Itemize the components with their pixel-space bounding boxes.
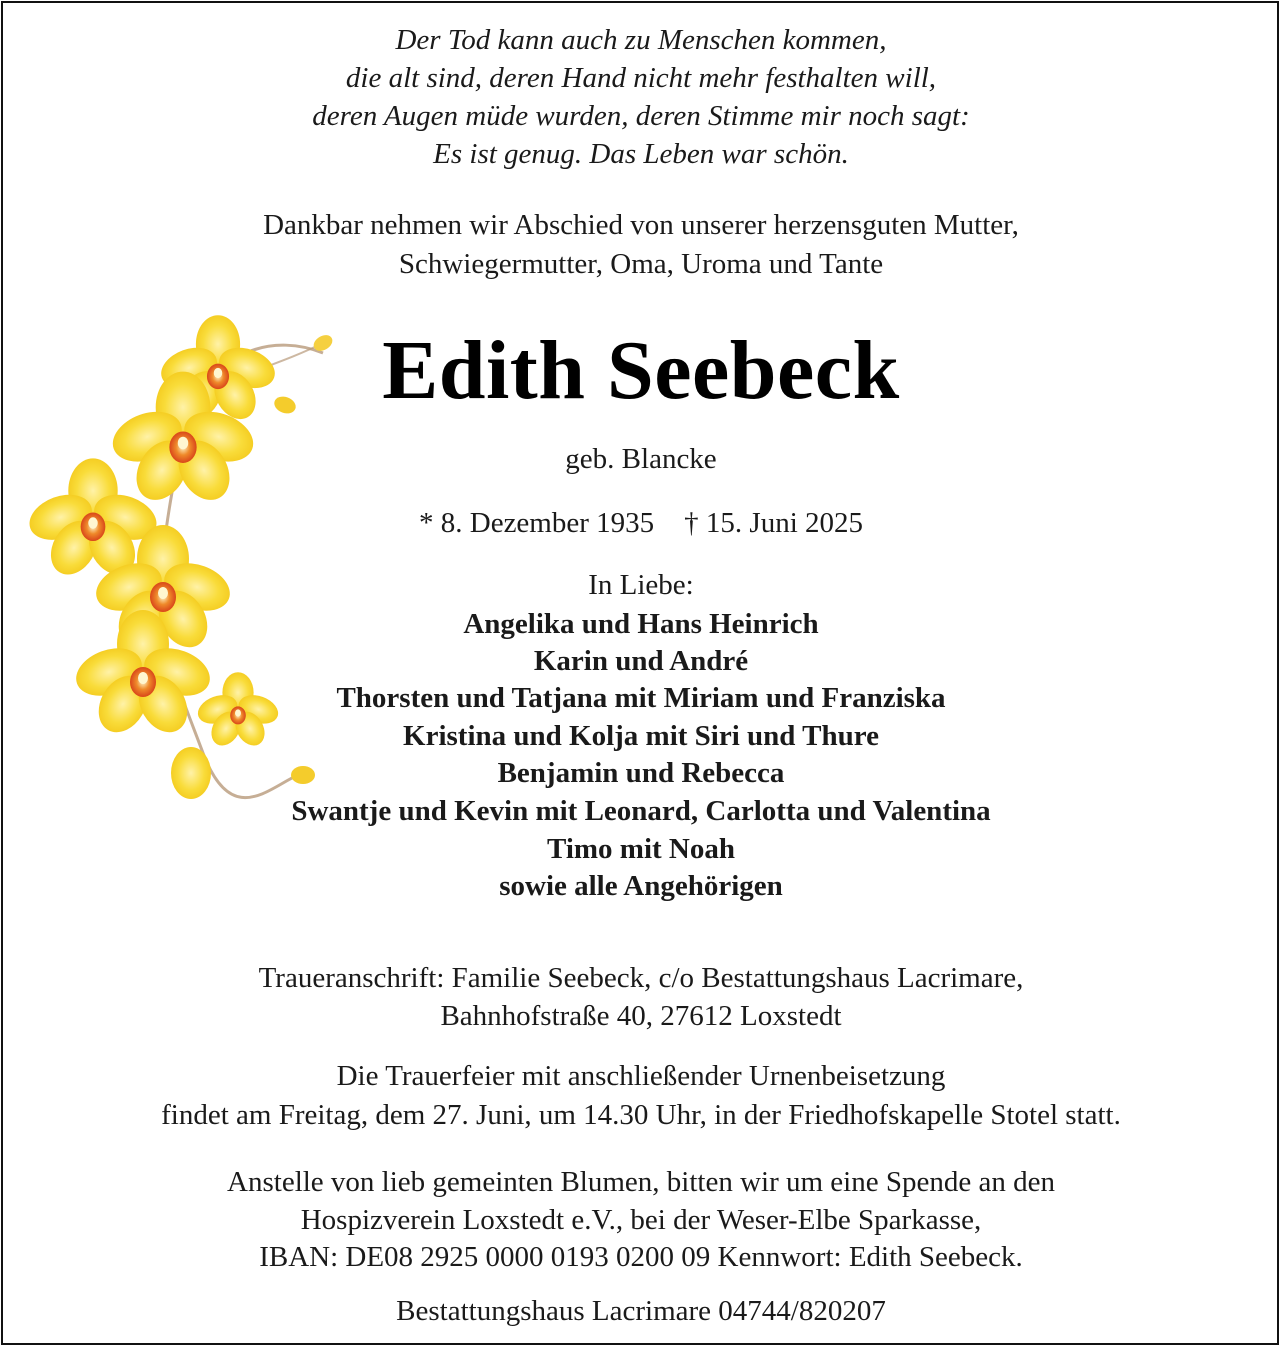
mourning-address: Traueranschrift: Familie Seebeck, c/o Bestattungshaus Lacrimare,	[258, 962, 1024, 994]
life-dates	[3, 505, 1279, 541]
family-member: Thorsten und Tatjana mit Miriam und Franziska	[336, 682, 946, 714]
donation-info: Anstelle von lieb gemeinten Blumen, bitten wir um eine Spende an den	[227, 1166, 1055, 1198]
deceased-name: Edith Seebeck	[382, 324, 900, 417]
intro-line: Schwiegermutter, Oma, Uroma und Tante	[398, 248, 884, 280]
birth-date: * 8. Dezember 1935	[419, 507, 655, 539]
mourning-address: Bahnhofstraße 40, 27612 Loxstedt	[440, 1000, 842, 1032]
in-love-label: In Liebe:	[588, 569, 694, 601]
family-member: Timo mit Noah	[547, 833, 735, 865]
family-member: Kristina und Kolja mit Siri und Thure	[403, 720, 879, 752]
ceremony-info: Die Trauerfeier mit anschließender Urnenbeisetzung	[336, 1060, 946, 1092]
donation-info: Hospizverein Loxstedt e.V., bei der Weser-Elbe Sparkasse,	[300, 1204, 982, 1236]
poem-line: deren Augen müde wurden, deren Stimme mir noch sagt:	[312, 100, 970, 132]
poem-line: Es ist genug. Das Leben war schön.	[433, 138, 849, 170]
death-date: † 15. Juni 2025	[684, 507, 863, 539]
donation-info: IBAN: DE08 2925 0000 0193 0200 09 Kennwort: Edith Seebeck.	[259, 1241, 1023, 1273]
funeral-home-contact: Bestattungshaus Lacrimare 04744/820207	[396, 1295, 886, 1327]
family-member: sowie alle Angehörigen	[499, 870, 783, 902]
intro-line: Dankbar nehmen wir Abschied von unserer herzensguten Mutter,	[263, 209, 1019, 241]
ceremony-info: findet am Freitag, dem 27. Juni, um 14.30 Uhr, in der Friedhofskapelle Stotel statt.	[161, 1099, 1121, 1131]
maiden-name: geb. Blancke	[565, 443, 717, 475]
poem-line: Der Tod kann auch zu Menschen kommen,	[395, 24, 887, 56]
family-member: Swantje und Kevin mit Leonard, Carlotta und Valentina	[291, 795, 991, 827]
family-member: Karin und André	[533, 645, 749, 677]
family-member: Angelika und Hans Heinrich	[463, 608, 819, 640]
poem-line: die alt sind, deren Hand nicht mehr festhalten will,	[345, 62, 937, 94]
family-member: Benjamin und Rebecca	[497, 757, 785, 789]
obituary-notice	[1, 1, 1279, 1345]
